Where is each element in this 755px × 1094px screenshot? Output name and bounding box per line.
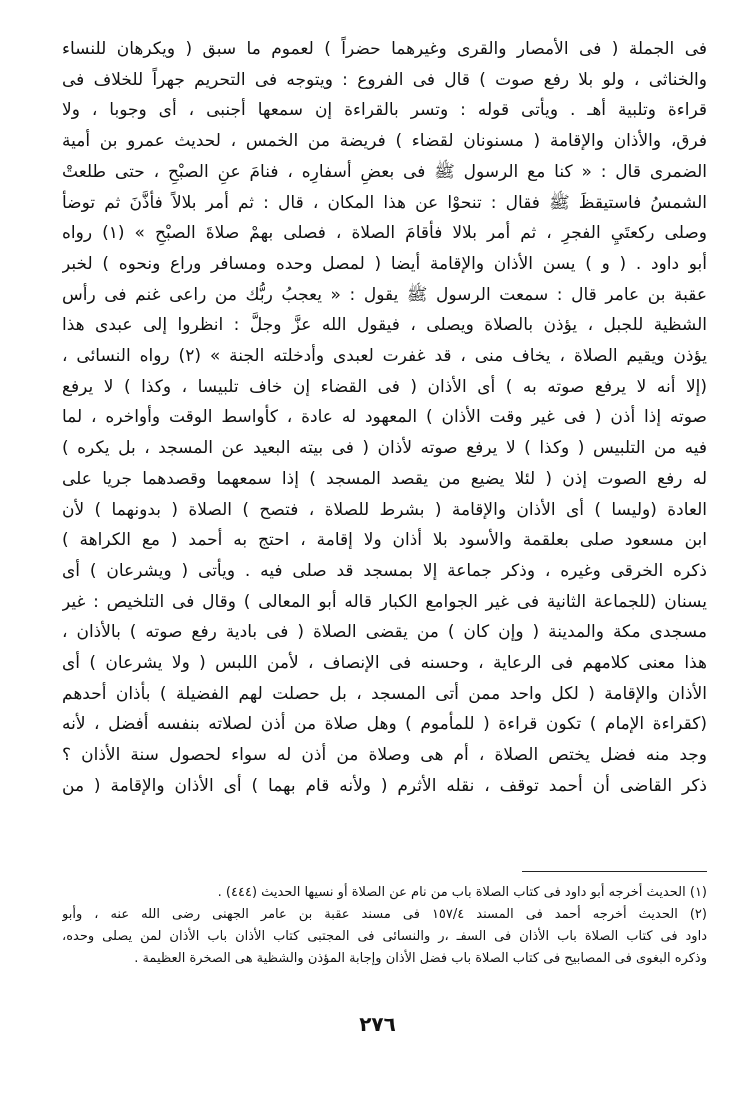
text-line: الشظية للجبل ، يؤذن بالصلاة ويصلى ، فيقول الله عزَّ وجلَّ : انظروا إلى عبدى هذا (62, 315, 707, 336)
text-line: فى الجملة ( فى الأمصار والقرى وغيرهما حضراً ) لعموم ما سبق ( ويكرهان للنساء (62, 39, 707, 59)
text-line: العادة (وليسا ) أى الأذان والإقامة ( بشرط للصلاة ، فتصح ) الصلاة ( بدونهما ) لأن (62, 499, 707, 520)
text-line: قراءة وتلبية أهـ . ويأتى قوله : وتسر بالقراءة إن سمعها أجنبى ، أى وجوبا ، ولا (62, 100, 707, 121)
footnote-2-continued: داود فى كتاب الصلاة باب الأذان فى السفـ ،ر والنسائى فى المجتبى كتاب الأذان باب الأذان لمن يصلى وحده، (62, 929, 707, 944)
text-line: وصلى ركعتَيِ الفجرِ ، ثم أمر بلالا فأقامَ الصلاة ، فصلى بهمْ صلاةَ الصبْحِ » (١) رواه (62, 223, 707, 244)
text-line: (كقراءة الإمام ) تكون قراءة ( للمأموم ) وهل صلاة من أذن لصلاته بنفسه أفضل ، لأنه (62, 714, 707, 735)
text-line: يؤذن ويقيم الصلاة ، يخاف منى ، قد غفرت لعبدى وأدخلته الجنة » (٢) رواه النسائى ، (62, 346, 707, 367)
text-line: ذكر القاضى أن أحمد توقف ، نقله الأثرم ( ولأنه قام بهما ) أى الأذان والإقامة ( من (62, 775, 707, 796)
page-number: ٢٧٦ (359, 1012, 396, 1036)
footnotes (62, 882, 707, 970)
footnote-1: (١) الحديث أخرجه أبو داود فى كتاب الصلاة باب من نام عن الصلاة أو نسيها الحديث (٤٤٤) . (217, 885, 707, 900)
text-line: ذكره الخرقى وغيره ، وذكر جماعة إلا بمسجد قد صلى فيه . ويأتى ( ويشرعان ) أى (62, 560, 707, 581)
text-line: الشمسُ فاستيقظَ ﷺ فقال : تنحوْا عن هذا المكان ، قال : ثم أمر بلالاً فأذَّنَ ثم توضأ (62, 192, 707, 213)
text-line: هذا معنى كلامهم فى الرعاية ، وحسنه فى الإنصاف ، لأمن اللبس ( ولا يشرعان ) أى (62, 653, 707, 674)
text-line: الضمرى قال : « كنا مع الرسول ﷺ فى بعضِ أسفارِه ، فنامَ عنِ الصبْحِ ، حتى طلعتْ (62, 161, 707, 182)
text-line: (إلا أنه لا يرفع صوته به ) أى الأذان ( فى القضاء إن خاف تلبيسا ، وكذا ) لا يرفع (62, 376, 707, 397)
main-text (62, 34, 707, 802)
text-line: له رفع الصوت إذن ( لئلا يضيع من يقصد المسجد ) إذا سمعهما وقصدهما جريا على (62, 468, 707, 489)
text-line: عقبة بن عامر قال : سمعت الرسول ﷺ يقول : « يعجبُ ربُّك من راعى غنم فى رأس (62, 284, 707, 305)
text-line: صوته إذا أذن ( فى غير وقت الأذان ) المعهود له عادة ، كأواسط الوقت وأواخره ، لما (62, 407, 707, 428)
text-line: مسجدى مكة والمدينة ( وإن كان ) من يقضى الصلاة ( فى بادية رفع صوته ) بالأذان ، (62, 622, 707, 643)
text-line: الأذان والإقامة ( لكل واحد ممن أتى المسجد ، بل حصلت لهم الفضيلة ) بأذان أحدهم (62, 683, 707, 704)
text-line: فيه من التلبيس ( وكذا ) لا يرفع صوته لأذان ( فى بيته البعيد عن المسجد ، بل يكره ) (62, 438, 707, 459)
text-line: والخناثى ، ولو بلا رفع صوت ) قال فى الفروع : ويتوجه فى التحريم جهراً للخلاف فى (62, 69, 707, 90)
text-line: ابن مسعود صلى بعلقمة والأسود بلا أذان ولا إقامة ، احتج به أحمد ( مع الكراهة ) (62, 530, 707, 551)
footnote-2-continued: وذكره البغوى فى المصابيح فى كتاب الصلاة باب فضل الأذان وإجابة المؤذن والشظية هى الصخرة العظيمة . (134, 951, 707, 966)
footnote-2: (٢) الحديث أخرجه أحمد فى المسند ١٥٧/٤ فى مسند عقبة بن عامر الجهنى رضى الله عنه ، وأبو (62, 907, 707, 922)
text-line: وجد منه فضل يختص الصلاة ، أم هى وصلاة من أذن له سواء لحصول سنة الأذان ؟ (62, 745, 707, 766)
text-line: يسنان (للجماعة الثانية فى غير الجوامع الكبار قاله أبو المعالى ) وقال فى التلخيص : غير (62, 591, 707, 612)
text-line: فرق، والأذان والإقامة ( مسنونان لقضاء ) فريضة من الخمس ، لحديث عمرو بن أمية (62, 131, 707, 152)
text-line: أبو داود . ( و ) يسن الأذان والإقامة أيضا ( لمصل وحده ومسافر وراع ونحوه ) لخبر (62, 253, 707, 274)
footnote-divider (522, 871, 707, 872)
